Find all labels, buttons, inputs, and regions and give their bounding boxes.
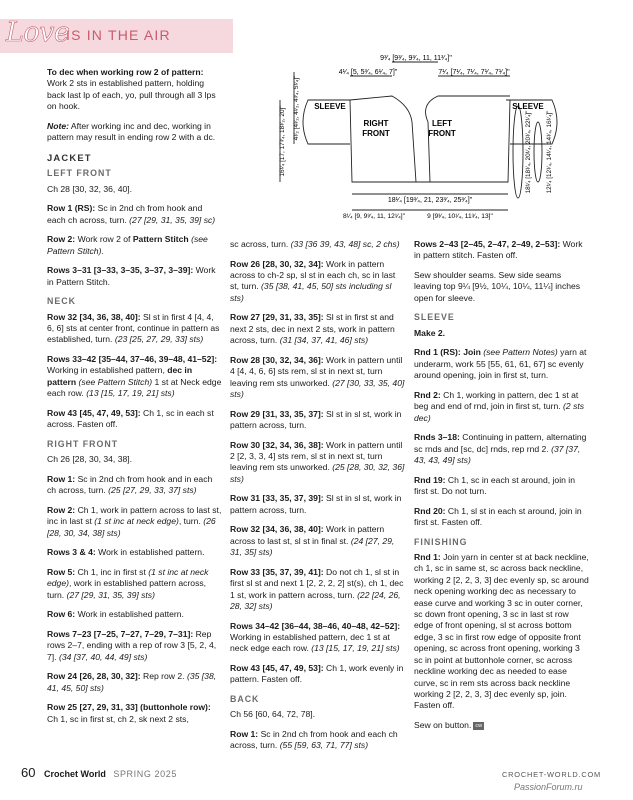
row-label: Row 1: (47, 473, 76, 484)
row-text: Ch 1, sl st in each st around, join in first st. Fasten off. (414, 505, 582, 528)
row-count: (27 [30, 33, 35, 40] sts) (230, 377, 405, 400)
cuff-oval-large (513, 106, 523, 198)
header-title: IS IN THE AIR (66, 27, 171, 43)
heading-sleeve: SLEEVE (414, 312, 455, 323)
row-label: Rows 2–43 [2–45, 2–47, 2–49, 2–53]: (414, 239, 561, 249)
row-count: (13 [15, 17, 19, 21] sts) (311, 643, 400, 654)
row-text: 1 st at Neck edge each row. (47, 376, 222, 399)
row-count: (35 [38, 41, 45, 50] sts) (47, 671, 217, 693)
make-two: Make 2. (414, 327, 446, 338)
heading-finishing: FINISHING (414, 536, 468, 547)
row-count: (55 [59, 63, 71, 77] sts) (279, 740, 369, 751)
row-text: Rep rows 2–7, ending with a rep of row 3 [5, 2, 4, 7]. (47, 628, 217, 662)
row-text: Work in pattern stitch. Fasten off. (414, 239, 583, 261)
row-label: Rows 3 & 4: (47, 547, 96, 558)
row-text: Work in pattern across to last st, sl st in final st. (230, 524, 385, 546)
row-text: Ch 1, sc in each st across. Fasten off. (47, 407, 214, 430)
row-count: (25 [28, 30, 32, 36] sts) (230, 462, 405, 484)
row-text: Sl st in sl st, work in pattern across, turn. (230, 493, 402, 515)
row-count: (23 [25, 27, 29, 33] sts) (114, 334, 204, 345)
row-label: Row 1 (RS): (47, 203, 96, 214)
dec-title: To dec when working row 2 of pattern: (47, 67, 204, 77)
page-footer (21, 765, 177, 780)
label-sleeve-right: SLEEVE (512, 102, 544, 111)
row-text: Ch 1, sc in each st around, join in first st. Do not turn. (414, 474, 575, 497)
row-label: Row 28 [30, 32, 34, 36]: (230, 354, 324, 365)
row-label: Row 24 [26, 28, 30, 32]: (47, 671, 141, 682)
back-chain: Ch 56 [60, 64, 72, 78]. (230, 709, 316, 720)
row-count: (13 [15, 17, 19, 21] sts) (86, 388, 175, 399)
row-note: (see Pattern Stitch) (78, 376, 153, 387)
column-1 (47, 67, 222, 733)
row-text: Sc in 2nd ch from hook and each ch across, turn. (47, 203, 203, 225)
neck-left (350, 96, 416, 182)
column-2 (230, 239, 405, 760)
row-note: (1 st inc at neck edge) (47, 566, 209, 589)
row-note: (1 st inc at neck edge) (94, 516, 179, 527)
row-text: Sl st in first st and next 2 sts, dec in next 2 sts, work in pattern across, turn. (230, 312, 395, 346)
row-text: Join yarn in center st at back neckline, ch 1, sc in same st, sc across back neckline, working 2 [2, 2, 3, 3] dec evenly sp, sc around neck opening working dec as necessary to ease curve and working 3 sc in outer corner, sc down front opening, 3 sc in last st row edge of front opening, sl st across bottom edge, 3 sc in first row edge of opposite front opening, sc across front opening, working 3 sc in point at buttonhole corner, sc across neckline working dec as needed to ease curve, sc in rem sts across back neckline working 2 [2, 2, 3, 3] dec evenly sp, join. Fasten off. (414, 552, 589, 711)
row-label: Rnd 2: (414, 389, 441, 400)
row-bold-term: dec in pattern (47, 365, 193, 387)
row-text: Working in established pattern, (47, 365, 165, 376)
site-url[interactable]: CROCHET-WORLD.COM (502, 770, 601, 779)
row-text: Working in established pattern, dec 1 st at neck edge each row. (230, 632, 390, 654)
row-label: Row 1: (230, 729, 259, 740)
note-label: Note: (47, 120, 69, 131)
row-text: Sc in 2nd ch from hook and in each ch across, turn. (47, 473, 213, 496)
dim-bottom-left: 8¹⁄₄ [9, 9³⁄₄, 11, 12¹⁄₄]" (343, 213, 405, 220)
dim-left-shoulder: 4¹⁄₄ [5, 5³⁄₄, 6¹⁄₄, 7]" (338, 69, 398, 76)
row-label: Rnd 19: (414, 474, 446, 485)
heading-neck: NECK (47, 296, 76, 307)
row-label: Rows 3–31 [3–33, 3–35, 3–37, 3–39]: (47, 265, 194, 276)
row-text: Work in established pattern. (77, 609, 184, 620)
cuff-oval-small (534, 122, 542, 182)
label-right-front-2: FRONT (362, 129, 390, 138)
row-count: (24 [27, 29, 31, 35] sts) (230, 535, 395, 558)
row-label: Row 29 [31, 33, 35, 37]: (230, 408, 324, 419)
row-count: (31 [34, 37, 41, 46] sts) (279, 335, 369, 346)
magazine-name: Crochet World (43, 769, 106, 779)
label-left-front-2: FRONT (428, 129, 456, 138)
lf-chain: Ch 28 [30, 32, 36, 40]. (47, 183, 133, 194)
row-label: Rows 33–42 [35–44, 37–46, 39–48, 41–52]: (47, 354, 218, 365)
row-text: Work in pattern until 4 [4, 4, 6, 6] sts rem, sl st in next st, turn leaving rem sts unworked. (230, 354, 403, 388)
row-count: (22 [24, 26, 28, 32] sts) (230, 589, 401, 612)
schematic-diagram (270, 52, 633, 227)
row-text: Ch 1, sc in first st, ch 2, sk next 2 sts, (47, 713, 189, 724)
row-text: yarn at underarm, work 55 [55, 61, 61, 67] sc evenly around opening, join in first st, turn. (414, 347, 587, 381)
row-label: Rows 7–23 [7–25, 7–27, 7–29, 7–31]: (47, 628, 194, 639)
cw-end-badge: cw (475, 722, 483, 729)
row-count: (27 [29, 31, 35, 39] sts) (66, 589, 155, 600)
row-label: Rnd 1: (414, 552, 441, 563)
dim-cuff-circ: 18¹⁄₄ [18¹⁄₄, 20¹⁄₄, 20¹⁄₄, 22¹⁄₄]" (525, 110, 532, 194)
row-note: (see Pattern Stitch). (47, 234, 208, 256)
row-text: Sl st in sl st, work in pattern across, turn. (230, 408, 402, 431)
label-left-front-1: LEFT (432, 119, 452, 128)
row-text: Ch 1, working in pattern, dec 1 st at beg and end of rnd, join in first st, turn. (414, 389, 579, 412)
row-count: (33 [36 39, 43, 48] sc, 2 chs) (290, 239, 400, 249)
row-count: (34 [37, 40, 44, 49] sts) (58, 651, 148, 662)
rf-chain: Ch 26 [28, 30, 34, 38]. (47, 454, 133, 465)
heading-jacket: JACKET (47, 151, 92, 163)
row-label: Row 43 [45, 47, 49, 53]: (47, 407, 141, 418)
row-bold-term: Pattern Stitch (132, 234, 189, 245)
dec-text: Work 2 sts in established pattern, holding back last lp of each, yo, pull through all 3 lps on hook. (47, 78, 216, 112)
neck-right (426, 96, 510, 182)
dim-upper-circ: 12¹⁄₄ [12¹⁄₄, 14¹⁄₄, 14¹⁄₄, 16¹⁄₄]" (546, 110, 553, 194)
row-bold-term: Join (463, 347, 481, 358)
heading-left-front: LEFT FRONT (47, 168, 112, 179)
row-label: Row 26 [28, 30, 32, 34]: (230, 258, 324, 269)
dim-right-shoulder: 7¹⁄₄ [7¹⁄₄, 7¹⁄₄, 7¹⁄₄, 7¹⁄₄]" (438, 69, 510, 76)
section-header (0, 19, 233, 53)
row-text: sc across, turn. (230, 239, 289, 249)
row-text: Work in pattern until 2 [2, 3, 3, 4] sts rem, sl st in next st, turn leaving rem sts unworked. (230, 439, 403, 473)
row-label: Row 25 [27, 29, 31, 33] (buttonhole row): (47, 702, 211, 713)
row-text: Sc in 2nd ch from hook and each ch across, turn. (230, 729, 398, 751)
row-text: Do not ch 1, sl st in first sl st and next 1 [2, 2, 2, 2] st(s), ch 1, dec 1 st, work in pattern across, turn. (230, 566, 404, 600)
row-count: (35 [38, 41, 45, 50] sts including sl sts) (230, 281, 392, 303)
dim-length: 16¹⁄₄ [17, 17³⁄₄, 18¹⁄₂, 20]" (279, 105, 286, 177)
label-right-front-1: RIGHT (363, 119, 389, 128)
row-text: Continuing in pattern, alternating sc rnds and [sc, dc] rnds, rep rnd 2. (414, 432, 587, 454)
row-text: Ch 1, work evenly in pattern. Fasten off. (230, 663, 404, 685)
row-label: Row 6: (47, 609, 76, 620)
row-note: (see Pattern Notes) (483, 347, 558, 358)
row-text: Ch 1, work in pattern across to last st, inc in last st (47, 504, 222, 527)
row-count: (27 [29, 31, 35, 39] sc) (129, 214, 216, 225)
row-label: Row 32 [34, 36, 38, 40]: (47, 311, 141, 322)
sew-seams-text: Sew shoulder seams. Sew side seams leaving top 9¼ [9½, 10¼, 10¼, 11¼] inches open for sleeve. (414, 270, 581, 303)
issue-label: SPRING 2025 (113, 769, 177, 779)
row-text: Ch 1, inc in first st (77, 566, 146, 577)
row-label: Rnd 1 (RS): (414, 347, 461, 358)
note-text: After working inc and dec, working in pattern may result in ending row 2 with a dc. (47, 120, 216, 143)
row-count: (37 [37, 43, 43, 49] sts) (414, 443, 581, 466)
sew-button-text: Sew on button. (414, 719, 472, 730)
row-label: Row 5: (47, 566, 76, 577)
row-text: Sl st in first 4 [4, 4, 6, 6] sts at center front, continue in pattern as established, turn. (47, 311, 220, 345)
row-label: Rnds 3–18: (414, 432, 460, 443)
dim-bottom-width: 18¹⁄₄ [19³⁄₄, 21, 23³⁄₄, 25³⁄₄]" (387, 197, 473, 204)
dim-top-width: 9³⁄₄ [9³⁄₄, 9³⁄₄, 11, 11³⁄₄]" (380, 55, 452, 62)
label-sleeve-left: SLEEVE (314, 102, 346, 111)
row-count: (2 sts dec) (414, 401, 585, 423)
row-label: Rows 34–42 [36–44, 38–46, 40–48, 42–52]: (230, 620, 401, 631)
header-script-title: Love (6, 17, 70, 48)
row-label: Row 27 [29, 31, 33, 35]: (230, 312, 324, 323)
row-label: Row 30 [32, 34, 36, 38]: (230, 439, 324, 450)
row-text: Rep row 2. (143, 671, 185, 682)
row-text: , turn. (178, 516, 201, 527)
row-count: (25 [27, 29, 33, 37] sts) (108, 485, 197, 496)
row-label: Row 31 [33, 35, 37, 39]: (230, 493, 324, 504)
row-label: Row 33 [35, 37, 39, 41]: (230, 566, 324, 577)
row-text: , work in established pattern across, turn. (47, 578, 207, 600)
heading-right-front: RIGHT FRONT (47, 438, 119, 449)
row-text: Work in Pattern Stitch. (47, 265, 216, 287)
row-label: Rnd 20: (414, 505, 446, 516)
row-text: Work in pattern across to ch-2 sp, sl st in each ch, sc in last st, turn. (230, 258, 396, 292)
watermark: PassionForum.ru (514, 782, 583, 792)
page-number: 60 (21, 765, 36, 780)
column-3 (414, 239, 589, 740)
dim-armhole: 4¹⁄₂ [4¹⁄₂, 4¹⁄₂, 4³⁄₄, 5¹⁄₄]" (293, 75, 300, 141)
row-label: Row 43 [45, 47, 49, 53]: (230, 663, 324, 674)
row-text: Work in established pattern. (98, 547, 205, 558)
row-label: Row 2: (47, 234, 76, 245)
dim-bottom-right: 9 [9³⁄₄, 10¹⁄₄, 11³⁄₄, 13]" (427, 213, 493, 220)
row-label: Row 2: (47, 504, 76, 515)
heading-back: BACK (230, 694, 260, 705)
row-text: Work row 2 of (77, 234, 131, 245)
row-count: (26 [28, 30, 34, 38] sts) (47, 516, 216, 538)
row-label: Row 32 [34, 36, 38, 40]: (230, 524, 324, 535)
